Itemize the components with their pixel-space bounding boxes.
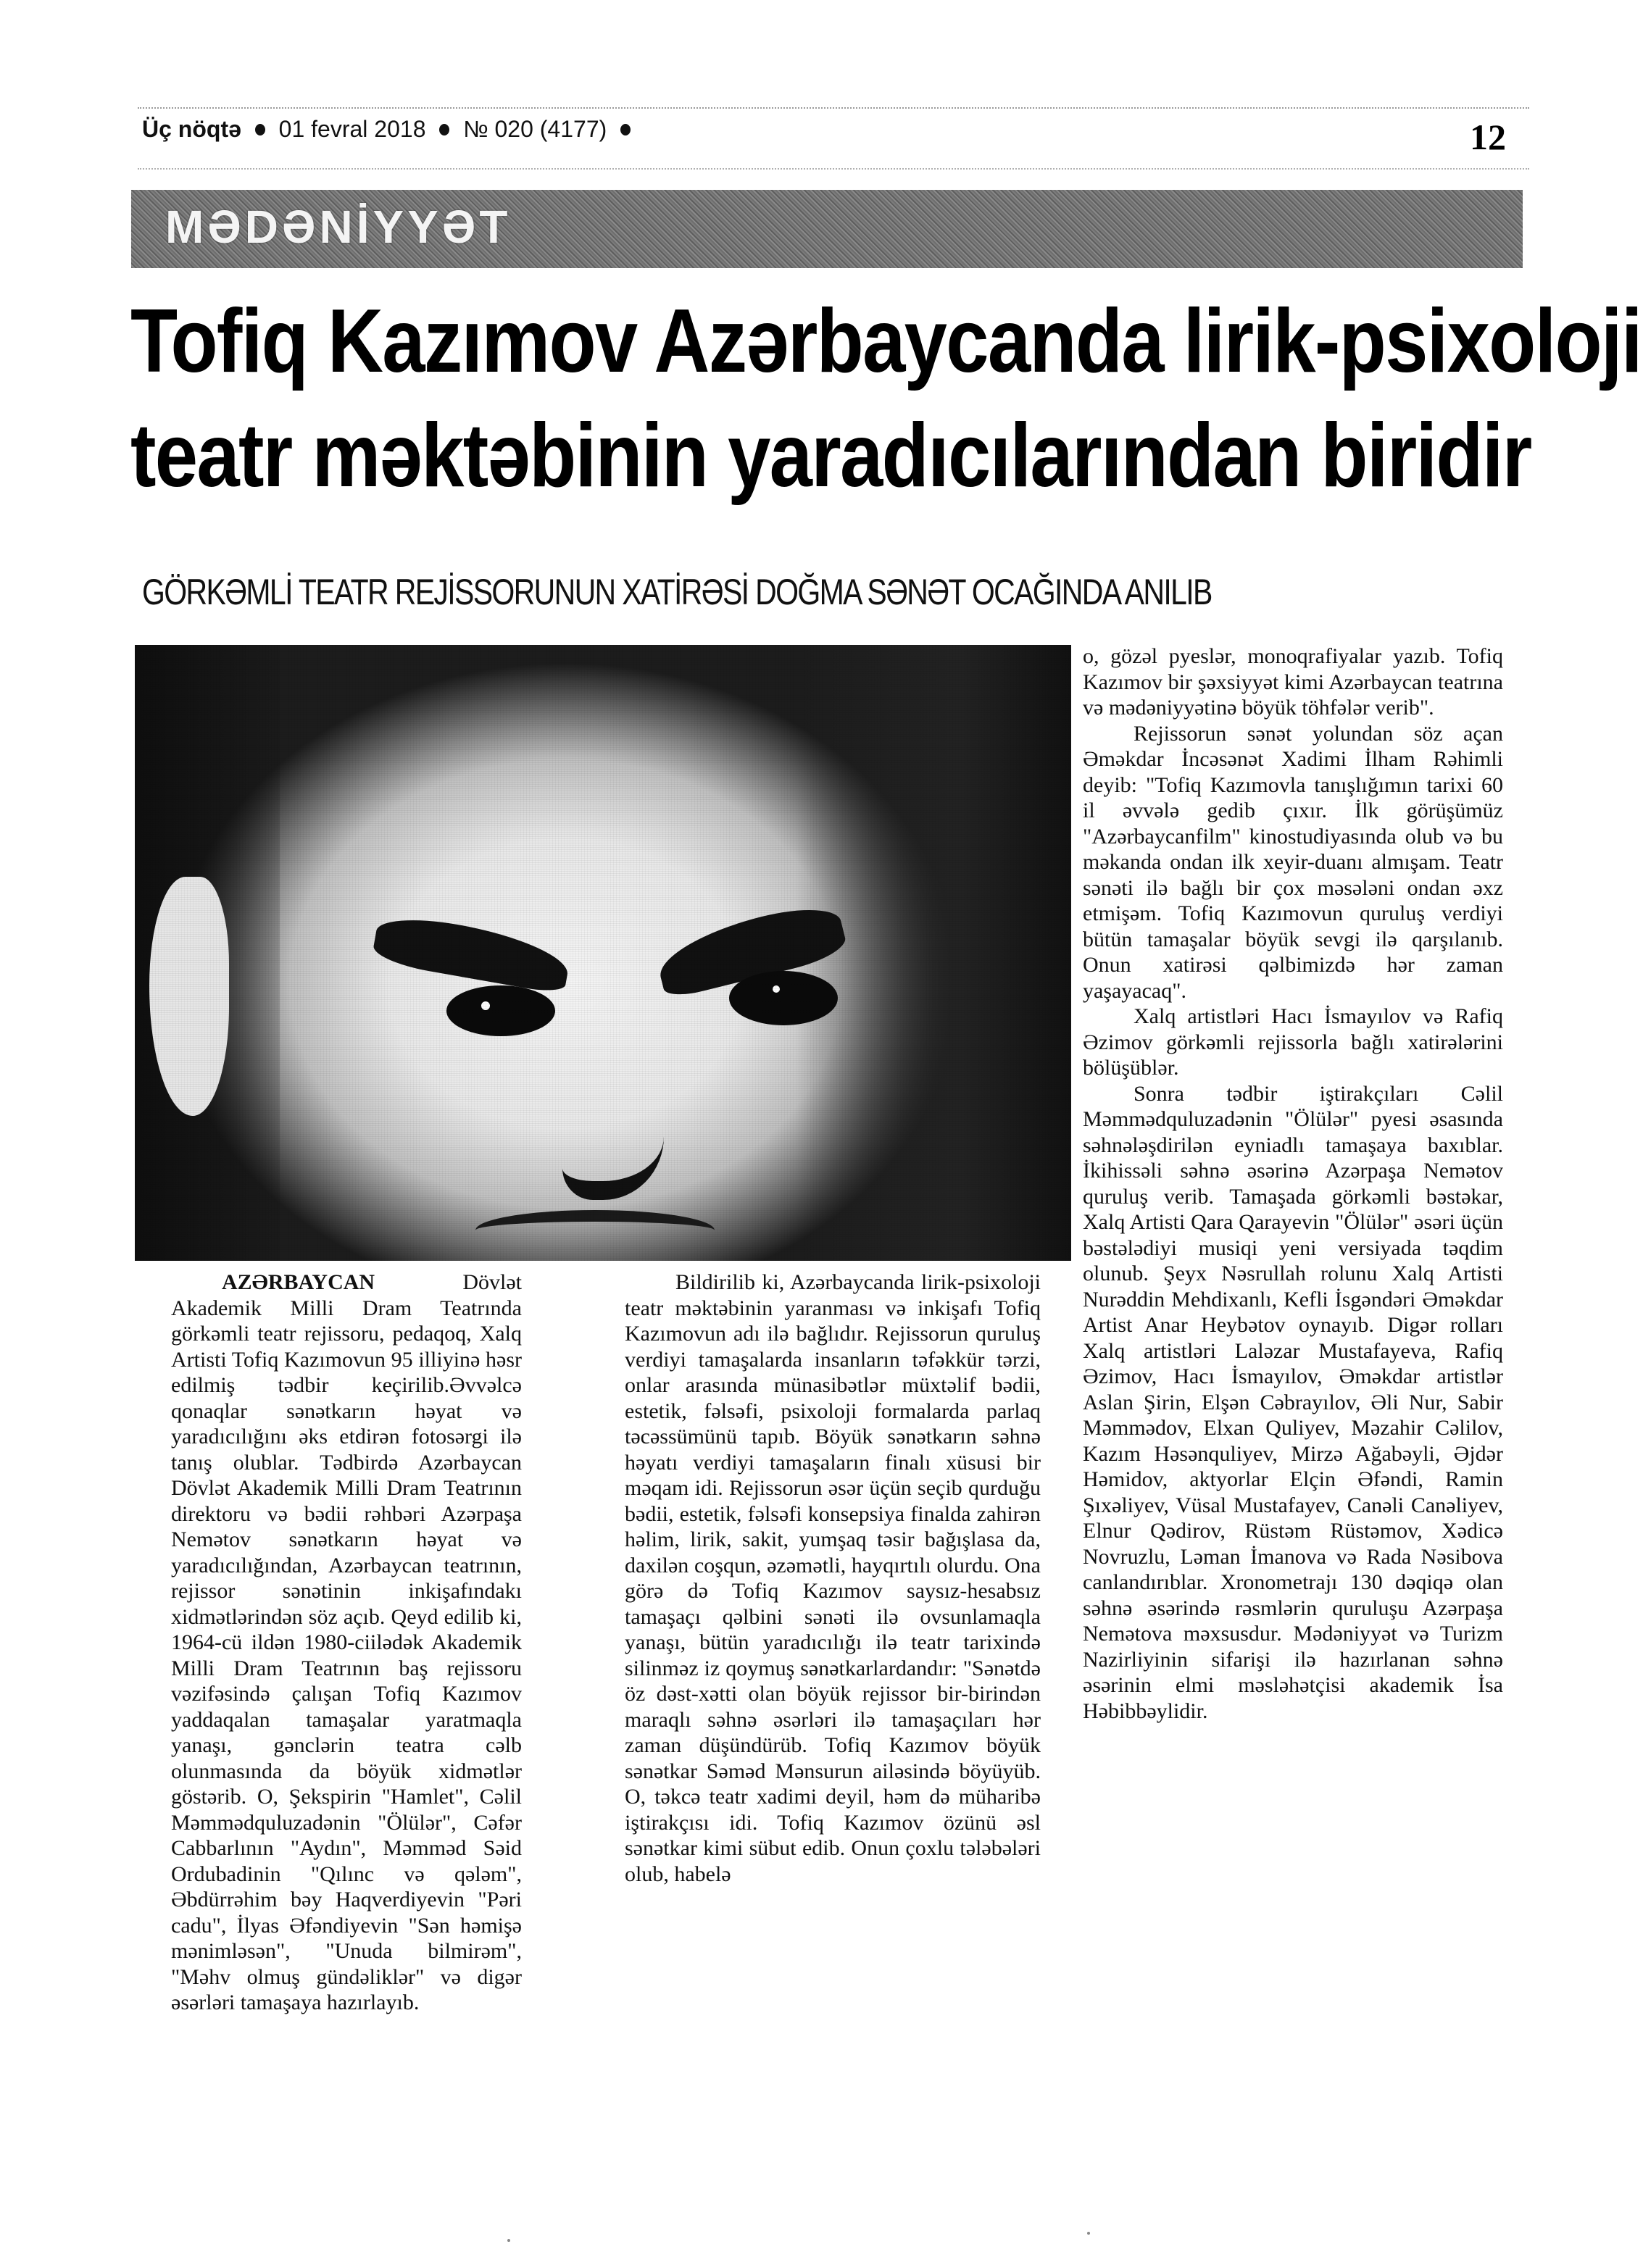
issue-date: 01 fevral 2018 <box>278 116 426 142</box>
print-speck <box>507 2239 510 2242</box>
masthead-divider <box>138 168 1529 170</box>
bullet-dot-icon <box>439 124 449 136</box>
dateline: AZƏRBAYCAN <box>222 1270 375 1294</box>
paragraph <box>171 1270 522 2016</box>
publication-name: Üç nöqtə <box>142 116 241 142</box>
page-number: 12 <box>1470 117 1506 157</box>
section-label: MƏDƏNİYYƏT <box>165 201 512 253</box>
bullet-dot-icon <box>620 124 631 136</box>
photo-grain <box>135 645 1071 1261</box>
article-headline <box>130 284 1642 513</box>
headline-line-1: Tofiq Kazımov Azərbaycanda lirik-psixoloji <box>130 291 1642 391</box>
paragraph: Sonra tədbir iştirakçıları Cəlil Məmmədquluzadənin "Ölülər" pyesi əsasında səhnələşdirilən eyniadlı tamaşaya baxıblar. İkihissəli səhnə əsərinə Azərpaşa Nemətov quruluş verib. Tamaşada görkəmli bəstəkar, Xalq Artisti Qara Qarayevin "Ölülər" əsəri üçün bəstələdiyi musiqi yeni versiyada təqdim olunub. Şeyx Nəsrullah rolunu Xalq Artisti Nurəddin Mehdixanlı, Kefli İsgəndəri Əməkdar Artist Anar Heybətov oynayıb. Digər rolları Xalq artistləri Laləzar Mustafayeva, Rafiq Əzimov, Hacı İsmayılov, Əməkdar artistlər Aslan Şirin, Elşən Cəbrayılov, Əli Nur, Sabir Məmmədov, Elxan Quliyev, Məzahir Cəlilov, Kazım Həsənquliyev, Mirzə Ağabəyli, Əjdər Həmidov, aktyorlar Elçin Əfəndi, Ramin Şıxəliyev, Vüsal Mustafayev, Canəli Canəliyev, Elnur Qədirov, Rüstəm Rüstəmov, Xədicə Novruzlu, Ləman İmanova və Rada Nəsibova canlandırıblar. Xronometrajı 130 dəqiqə olan səhnə əsərində rəsmlərin quruluşu Azərpaşa Nemətova məxsusdur. Mədəniyyət və Turizm Nazirliyinin sifarişi ilə hazırlanan səhnə əsərinin elmi məsləhətçisi akademik İsa Həbibbəylidir. <box>1083 1081 1503 1723</box>
portrait-photo <box>135 645 1071 1261</box>
paragraph: Bildirilib ki, Azərbaycanda lirik-psixoloji teatr məktəbinin yaranması və inkişafı Tofiq Kazımovun adı ilə bağlıdır. Rejissorun quruluş verdiyi tamaşalarda insanların təfəkkür tərzi, onlar arasında münasibətlər müxtəlif bədii, estetik, fəlsəfi, psixoloji formalarda parlaq təcəssümünü tapıb. Böyük sənətkarın səhnə həyatı verdiyi tamaşaların finalı xüsusi bir məqam idi. Rejissorun əsər üçün seçib qurduğu bədii, estetik, fəlsəfi konsepsiya finalda zahirən həlim, lirik, sakit, yumşaq təsir bağışlasa da, daxilən coşqun, əzəmətli, hayqırtılı olurdu. Ona görə də Tofiq Kazımov saysız-hesabsız tamaşaçı qəlbini sənəti ilə ovsunlamaqla yanaşı, bütün yaradıcılığı ilə teatr tarixində silinməz iz qoymuş sənətkarlardandır: "Sənətdə öz dəst-xətti olan böyük rejissor bir-birindən maraqlı səhnə əsərləri ilə tamaşaçıları hər zaman düşündürüb. Tofiq Kazımov böyük sənətkar Səməd Mənsurun ailəsində böyüyüb. O, təkcə teatr xadimi deyil, həm də müharibə iştirakçısı idi. Tofiq Kazımov özünü əsl sənətkar kimi sübut edib. Onun çoxlu tələbələri olub, habelə <box>625 1270 1041 1886</box>
bullet-dot-icon <box>255 124 265 136</box>
headline-line-2: teatr məktəbinin yaradıcılarından biridir <box>130 406 1531 506</box>
paragraph: o, gözəl pyeslər, monoqrafiyalar yazıb. Tofiq Kazımov bir şəxsiyyət kimi Azərbaycan teatrına və mədəniyyətinə böyük töhfələr verib". <box>1083 644 1503 720</box>
article-column-2 <box>625 1270 1041 1887</box>
article-column-3 <box>1083 643 1503 1724</box>
paragraph: Rejissorun sənət yolundan söz açan Əməkdar İncəsənət Xadimi İlham Rəhimli deyib: "Tofiq Kazımovla tanışlığımın tarixi 60 il əvvələ gedib çıxır. İlk görüşümüz "Azərbaycanfilm" kinostudiyasında olub və bu məkanda ondan ilk xeyir-duanı almışam. Teatr sənəti ilə bağlı bir çox məsələni ondan əxz etmişəm. Tofiq Kazımovun quruluş verdiyi bütün tamaşalar böyük sevgi ilə qarşılanıb. Onun xatirəsi qəlbimizdə hər zaman yaşayacaq". <box>1083 721 1503 1003</box>
paragraph-text: Dövlət Akademik Milli Dram Teatrında görkəmli teatr rejissoru, pedaqoq, Xalq Artisti Tofiq Kazımovun 95 illiyinə həsr edilmiş tədbir keçirilib.Əvvəlcə qonaqlar sənətkarın həyat və yaradıcılığını əks etdirən fotosərgi ilə tanış olublar. Tədbirdə Azərbaycan Dövlət Akademik Milli Dram Teatrının direktoru və bədii rəhbəri Azərpaşa Nemətov sənətkarın həyat və yaradıcılığından, Azərbaycan teatrının, rejissor sənətinin inkişafındakı xidmətlərindən söz açıb. Qeyd edilib ki, 1964-cü ildən 1980-ciilədək Akademik Milli Dram Teatrının baş rejissoru vəzifəsində çalışan Tofiq Kazımov yaddaqalan tamaşalar yaratmaqla yanaşı, gənclərin teatra cəlb olunmasında da böyük xidmətlər göstərib. O, Şekspirin "Hamlet", Cəlil Məmmədquluzadənin "Ölülər", Cəfər Cabbarlının "Aydın", Məmməd Səid Ordubadinin "Qılınc və qələm", Əbdürrəhim bəy Haqverdiyevin "Pəri cadu", İlyas Əfəndiyevin "Sən həmişə mənimləsən", "Unuda bilmirəm", "Məhv olmuş gündəliklər" və digər əsərləri tamaşaya hazırlayıb. <box>171 1270 522 2014</box>
print-speck <box>1087 2232 1090 2235</box>
masthead <box>142 116 638 143</box>
paragraph: Xalq artistləri Hacı İsmayılov və Rafiq Əzimov görkəmli rejissorla bağlı xatirələrini bölüşüblər. <box>1083 1004 1503 1080</box>
article-subheadline: GÖRKƏMLİ TEATR REJİSSORUNUN XATİRƏSİ DOĞMA SƏNƏT OCAĞINDA ANILIB <box>142 572 1212 612</box>
issue-number: № 020 (4177) <box>463 116 607 142</box>
article-column-1 <box>171 1270 522 2016</box>
top-divider <box>138 107 1529 109</box>
